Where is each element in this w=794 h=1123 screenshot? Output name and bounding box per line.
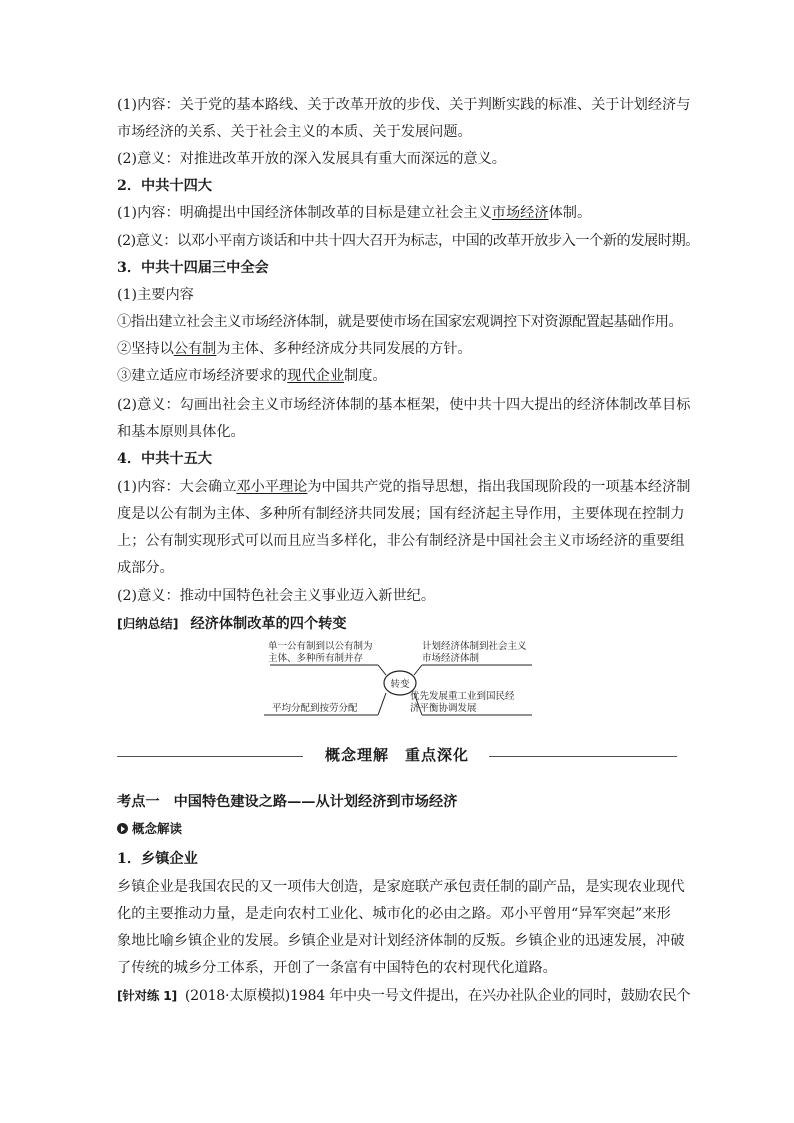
bl-text-1: 平均分配到按劳分配 <box>272 703 358 714</box>
s1-content-line1: (1)内容：关于党的基本路线、关于改革开放的步伐、关于判断实践的标准、关于计划经济与 <box>117 97 691 113</box>
s4-content-line2: 度是以公有制为主体、多种所有制经济共同发展；国有经济起主导作用，主要体现在控制力 <box>117 506 685 522</box>
topic-line <box>117 789 677 816</box>
s4-content-line4: 成部分。 <box>117 560 174 576</box>
center-label: 转变 <box>390 679 410 690</box>
township-line1: 乡镇企业是我国农民的又一项伟大创造，是家庭联产承包责任制的副产品，是实现农业现代 <box>117 879 685 895</box>
section-title: 概念理解 重点深化 <box>324 746 469 764</box>
br-text-1: 优先发展重工业到国民经 <box>410 691 515 702</box>
exercise-text: (2018·太原模拟)1984 年中央一号文件提出，在兴办社队企业的同时，鼓励农民个 <box>184 988 691 1004</box>
s2-content <box>117 200 677 227</box>
s2-content-key: 市场经济 <box>491 205 549 221</box>
s4-content-post: 为中国共产党的指导思想，指出我国现阶段的一项基本经济制 <box>307 479 691 495</box>
four-transformations-diagram <box>262 637 538 721</box>
township-line4: 了传统的城乡分工体系，开创了一条富有中国特色的农村现代化道路。 <box>117 960 557 976</box>
summary-line <box>117 610 677 638</box>
line-top-right-diag <box>414 665 422 675</box>
summary-tag: [归纳总结] <box>117 616 179 631</box>
s3-item3-pre: ③建立适应市场经济要求的 <box>117 368 288 384</box>
s4-content-pre: (1)内容：大会确立 <box>117 479 237 495</box>
s3-item3-post: 制度。 <box>344 368 387 384</box>
concept-line <box>117 817 677 841</box>
s2-heading: 2．中共十四大 <box>117 178 212 194</box>
township-heading: 1．乡镇企业 <box>117 851 198 867</box>
tl-text-1: 单一公有制到以公有制为 <box>268 641 373 652</box>
line-bottom-left-diag <box>378 693 386 715</box>
s2-meaning: (2)意义：以邓小平南方谈话和中共十四大召开为标志，中国的改革开放步入一个新的发展时期。 <box>117 233 699 249</box>
s3-meaning-line1: (2)意义：勾画出社会主义市场经济体制的基本框架，使中共十四大提出的经济体制改革目标 <box>117 397 691 413</box>
exercise-line <box>117 982 691 1010</box>
summary-title: 经济体制改革的四个转变 <box>190 616 347 632</box>
township-line2: 化的主要推动力量，是走向农村工业化、城市化的必由之路。邓小平曾用“异军突起”来形 <box>117 906 671 922</box>
s1-content-line2: 市场经济的关系、关于社会主义的本质、关于发展问题。 <box>117 124 472 140</box>
topic-title: 中国特色建设之路——从计划经济到市场经济 <box>173 794 458 810</box>
divider-right <box>489 756 677 757</box>
tr-text-2: 市场经济体制 <box>422 653 480 664</box>
line-top-left-diag <box>378 665 386 675</box>
s2-content-pre: (1)内容：明确提出中国经济体制改革的目标是建立社会主义 <box>117 205 492 221</box>
s3-item3-key: 现代企业 <box>287 368 345 384</box>
s4-content-line3: 上；公有制实现形式可以而且应当多样化，非公有制经济是中国社会主义市场经济的重要组 <box>117 533 685 549</box>
s4-content-key: 邓小平理论 <box>236 479 308 495</box>
s2-content-post: 体制。 <box>548 205 592 221</box>
concept-label: 概念解读 <box>132 821 183 836</box>
s3-meaning-line2: 和基本原则具体化。 <box>117 424 245 440</box>
s3-item1: ①指出建立社会主义市场经济体制，就是要使市场在国家宏观调控下对资源配置起基础作用。 <box>117 314 683 330</box>
play-circle-icon <box>117 823 128 834</box>
topic-label: 考点一 <box>117 794 160 810</box>
township-line3: 象地比喻乡镇企业的发展。乡镇企业是对计划经济体制的反叛。乡镇企业的迅速发展，冲破 <box>117 933 685 949</box>
s3-main: (1)主要内容 <box>117 287 194 303</box>
s3-item2-post: 为主体、多种经济成分共同发展的方针。 <box>216 341 472 357</box>
s4-content-line1 <box>117 474 691 501</box>
s3-item2-pre: ②坚持以 <box>117 341 174 357</box>
tl-text-2: 主体、多种所有制并存 <box>268 653 364 664</box>
br-text-2: 济平衡协调发展 <box>410 703 477 714</box>
s3-item2-key: 公有制 <box>173 341 217 357</box>
s3-heading: 3．中共十四届三中全会 <box>117 260 269 276</box>
s1-meaning: (2)意义：对推进改革开放的深入发展具有重大而深远的意义。 <box>117 151 506 167</box>
s4-meaning: (2)意义：推动中国特色社会主义事业迈入新世纪。 <box>117 588 436 604</box>
exercise-tag: [针对练 1] <box>117 988 177 1003</box>
tr-text-1: 计划经济体制到社会主义 <box>422 641 527 652</box>
s3-item2 <box>117 336 677 363</box>
s4-heading: 4．中共十五大 <box>117 451 212 467</box>
s3-item3 <box>117 363 677 390</box>
